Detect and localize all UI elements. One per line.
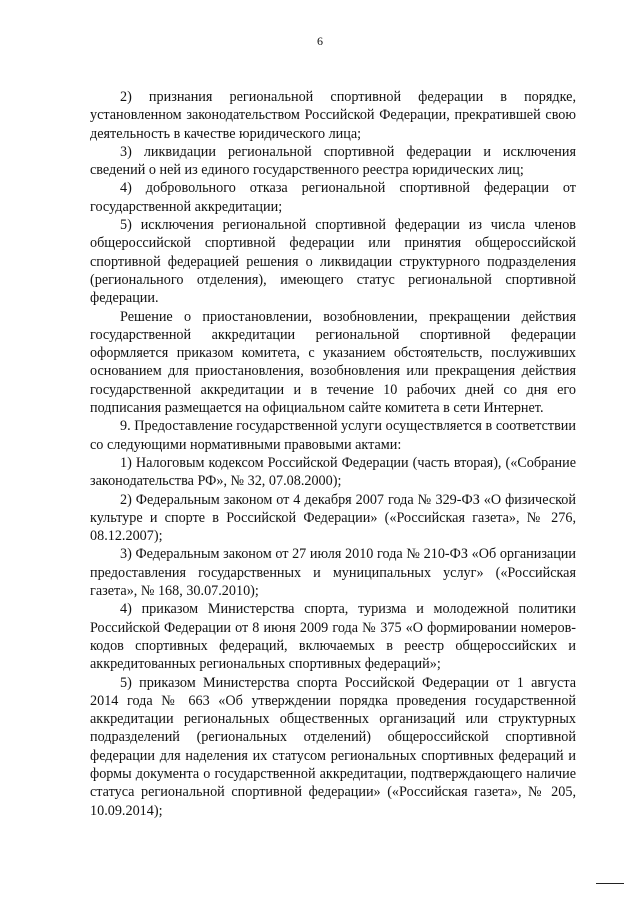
section-9-heading: 9. Предоставление государственной услуги осуществляется в соответствии со следующими нормативными правовыми актами:: [90, 418, 576, 453]
list-item-2-recognition: 2) признания региональной спортивной федерации в порядке, установленном законодательством Российской Федерации, прекратившей свою деятельность в качестве юридического лица;: [90, 89, 576, 142]
legal-act-3: 3) Федеральным законом от 27 июля 2010 года № 210-ФЗ «Об организации предоставления государственных и муниципальных услуг» («Российская газета», № 168, 30.07.2010);: [90, 546, 576, 600]
legal-act-2: 2) Федеральным законом от 4 декабря 2007 года № 329-ФЗ «О физической культуре и спорте в Российской Федерации» («Российская газета», № 276, 08.12.2007);: [90, 491, 576, 545]
list-item-4-voluntary-refusal: 4) добровольного отказа региональной спортивной федерации от государственной аккредитации;: [90, 180, 576, 215]
document-body: [90, 88, 576, 820]
legal-act-5: 5) приказом Министерства спорта Российской Федерации от 1 августа 2014 года № 663 «Об утверждении порядка проведения государственной аккредитации региональных общественных организаций или структурных подразделений (региональных отделений) общероссийской спортивной федерации для наделения их статусом региональных спортивных федераций и формы документа о государственной аккредитации, подтверждающего наличие статуса региональной спортивной федерации» («Российская газета», № 205, 10.09.2014);: [90, 674, 576, 819]
page-edge-mark: [596, 883, 624, 884]
legal-act-4: 4) приказом Министерства спорта, туризма и молодежной политики Российской Федерации от 8 июня 2009 года № 375 «О формировании номеров-кодов спортивных федераций, включаемых в реестр общероссийских и аккредитованных региональных спортивных федераций»;: [90, 601, 576, 673]
page-number: 6: [317, 34, 323, 48]
list-item-5-exclusion: 5) исключения региональной спортивной федерации из числа членов общероссийской спортивной федерации или принятия общероссийской спортивной федерацией решения о ликвидации структурного подразделения (регионального отделения), имеющего статус региональной спортивной федерации.: [90, 217, 576, 307]
list-item-3-liquidation: 3) ликвидации региональной спортивной федерации и исключения сведений о ней из единого государственного реестра юридических лиц;: [90, 143, 576, 179]
decision-paragraph: Решение о приостановлении, возобновлении, прекращении действия государственной аккредитации региональной спортивной федерации оформляется приказом комитета, с указанием обстоятельств, послуживших основанием для приостановления, возобновления или прекращения действия государственной аккредитации и в течение 10 рабочих дней со дня его подписания размещается на официальном сайте комитета в сети Интернет.: [90, 308, 576, 417]
legal-act-1: 1) Налоговым кодексом Российской Федерации (часть вторая), («Собрание законодательства РФ», № 32, 07.08.2000);: [90, 454, 576, 490]
